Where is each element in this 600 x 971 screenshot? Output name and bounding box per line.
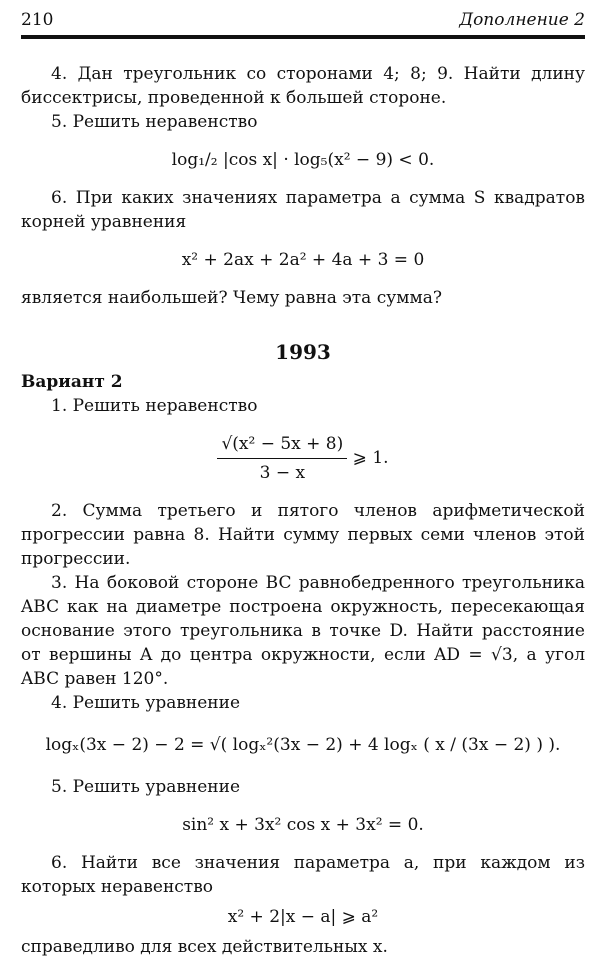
formula-5b: sin² x + 3x² cos x + 3x² = 0. [182, 815, 424, 835]
question-1: 1. Решить неравенство [51, 396, 258, 416]
problem-4: 4. Дан треугольник со сторонами 4; 8; 9. Найти длину биссектрисы, проведенной к большей стороне. [21, 64, 585, 108]
header-rule [21, 35, 585, 39]
page-number: 210 [21, 10, 54, 30]
variant-title: Вариант 2 [21, 372, 123, 392]
inequality-rhs: ⩾ 1. [352, 448, 389, 468]
formula-1 [21, 432, 585, 485]
question-2: 2. Сумма третьего и пятого членов арифметической прогрессии равна 8. Найти сумму первых семи членов этой прогрессии. [21, 501, 585, 569]
section-title: Дополнение 2 [459, 10, 585, 30]
fraction [217, 432, 347, 485]
problem-6-tail: является наибольшей? Чему равна эта сумма? [21, 288, 442, 308]
formula-5: log₁/₂ |cos x| · log₅(x² − 9) < 0. [171, 150, 435, 170]
formula-6b: x² + 2|x − a| ⩾ a² [227, 907, 379, 927]
question-6: 6. Найти все значения параметра a, при каждом из которых неравенство [21, 853, 585, 897]
fraction-denominator: 3 − x [259, 463, 306, 483]
page-header [21, 8, 585, 34]
page-content [21, 62, 585, 959]
problem-5: 5. Решить неравенство [51, 112, 258, 132]
question-5: 5. Решить уравнение [51, 777, 241, 797]
fraction-numerator: √(x² − 5x + 8) [217, 432, 347, 459]
formula-4: logₓ(3x − 2) − 2 = √( logₓ²(3x − 2) + 4 logₓ ( x / (3x − 2) ) ). [45, 735, 561, 755]
question-3: 3. На боковой стороне BC равнобедренного треугольника ABC как на диаметре построена окружность, пересекающая основание этого треугольника в точке D. Найти расстояние от вершины A до центра окружности, если AD = √3, а угол ABC равен 120°. [21, 573, 585, 689]
year-heading: 1993 [275, 340, 331, 364]
problem-6: 6. При каких значениях параметра a сумма S квадратов корней уравнения [21, 188, 585, 232]
question-6-tail: справедливо для всех действительных x. [21, 937, 388, 957]
formula-6: x² + 2ax + 2a² + 4a + 3 = 0 [181, 250, 425, 270]
question-4: 4. Решить уравнение [51, 693, 241, 713]
